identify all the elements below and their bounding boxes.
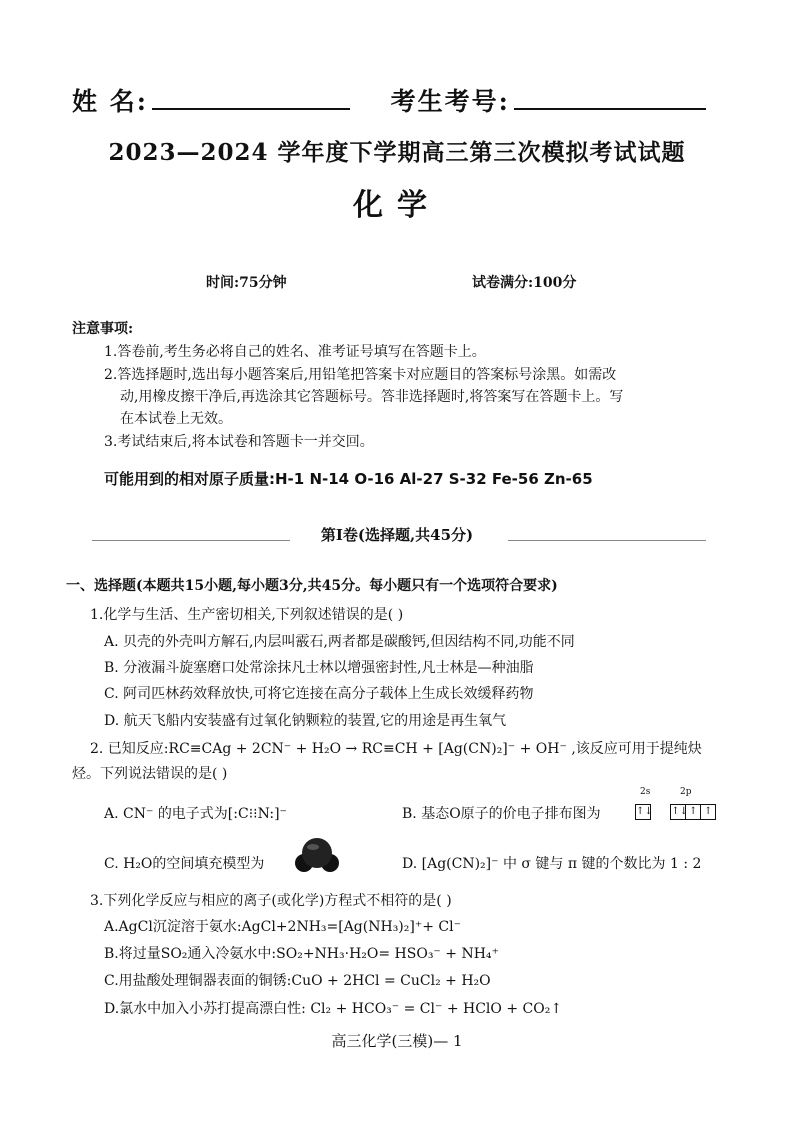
question-1-option-a[interactable]: A. 贝壳的外壳叫方解石,内层叫霰石,两者都是碳酸钙,但因结构不同,功能不同 [104,634,575,650]
question-2-option-c[interactable] [104,853,264,873]
exam-number-blank[interactable] [514,86,706,110]
notice-item-1: 1.答卷前,考生务必将自己的姓名、准考证号填写在答题卡上。 [104,344,486,360]
question-1-option-b[interactable]: B. 分液漏斗旋塞磨口处常涂抹凡士林以增强密封性,凡士林是—种油脂 [104,660,534,676]
exam-title: 2023—2024 学年度下学期高三第三次模拟考试试题 [108,139,686,166]
orbital-2p-box-2: ↑ [685,804,701,820]
orbital-diagram [635,801,715,820]
notice-heading: 注意事项: [72,321,134,337]
highlight [307,844,319,850]
section-title: 一、选择题(本题共15小题,每小题3分,共45分。每小题只有一个选项符合要求) [66,578,558,594]
notice-item-2-cont: 动,用橡皮擦干净后,再选涂其它答题标号。答非选择题时,将答案写在答题卡上。写 [120,389,624,405]
atomic-mass-line: 可能用到的相对原子质量:H-1 N-14 O-16 Al-27 S-32 Fe-56 Zn-65 [104,470,593,488]
notice-item-3: 3.考试结束后,将本试卷和答题卡一并交回。 [104,434,374,450]
question-3-option-b[interactable]: B.将过量SO₂通入冷氨水中:SO₂+NH₃·H₂O= HSO₃⁻ + NH₄⁺ [104,946,499,962]
question-2-option-c-text: C. H₂O的空间填充模型为 [104,856,265,872]
oxygen-atom [302,838,332,868]
exam-time: 时间:75分钟 [206,275,287,291]
notice-item-2-end: 在本试卷上无效。 [120,411,232,427]
question-3-option-d[interactable]: D.氯水中加入小苏打提高漂白性: Cl₂ + HCO₃⁻ = Cl⁻ + HClO + CO₂↑ [104,1001,563,1017]
exam-number-label: 考生考号: [390,87,510,116]
question-2-option-b[interactable] [402,803,601,823]
question-2-stem-cont: 烃。下列说法错误的是( ) [72,766,228,782]
full-score: 试卷满分:100分 [472,275,577,291]
question-3-option-a[interactable]: A.AgCl沉淀溶于氨水:AgCl+2NH₃=[Ag(NH₃)₂]⁺+ Cl⁻ [104,919,461,935]
notice-item-2: 2.答选择题时,选出每小题答案后,用铅笔把答案卡对应题目的答案标号涂黑。如需改 [104,367,617,383]
orbital-2p-label: 2p [680,787,692,797]
orbital-2p-box-3: ↑ [700,804,716,820]
question-1-option-c[interactable]: C. 阿司匹林药效释放快,可将它连接在高分子载体上生成长效缓释药物 [104,686,534,702]
orbital-2s-box: ↑↓ [635,804,651,820]
question-2-option-b-text: B. 基态O原子的价电子排布图为 [402,806,601,822]
subject-title: 化学 [353,188,441,223]
question-3-option-c[interactable]: C.用盐酸处理铜器表面的铜锈:CuO + 2HCl = CuCl₂ + H₂O [104,973,491,989]
name-label: 姓 名: [72,87,148,116]
orbital-2s-label: 2s [640,787,651,797]
page-footer: 高三化学(三模)— 1 [331,1032,463,1050]
question-1-option-d[interactable]: D. 航天飞船内安装盛有过氧化钠颗粒的装置,它的用途是再生氧气 [104,713,507,729]
part-one-title: 第Ⅰ卷(选择题,共45分) [320,526,474,544]
question-2-option-a[interactable]: A. CN⁻ 的电子式为[:C⁝⁝N:]⁻ [104,806,287,822]
question-3-stem: 3.下列化学反应与相应的离子(或化学)方程式不相符的是( ) [90,893,452,909]
orbital-2p-box-1: ↑↓ [670,804,686,820]
question-2-option-d[interactable]: D. [Ag(CN)₂]⁻ 中 σ 键与 π 键的个数比为 1 : 2 [402,856,702,872]
question-1-stem: 1.化学与生活、生产密切相关,下列叙述错误的是( ) [90,607,404,623]
name-blank[interactable] [152,86,350,110]
exam-header-fields [72,82,706,118]
question-2-stem: 2. 已知反应:RC≡CAg + 2CN⁻ + H₂O → RC≡CH + [Ag(CN)₂]⁻ + OH⁻ ,该反应可用于提纯炔 [90,741,702,757]
water-space-filling-model [292,836,342,874]
